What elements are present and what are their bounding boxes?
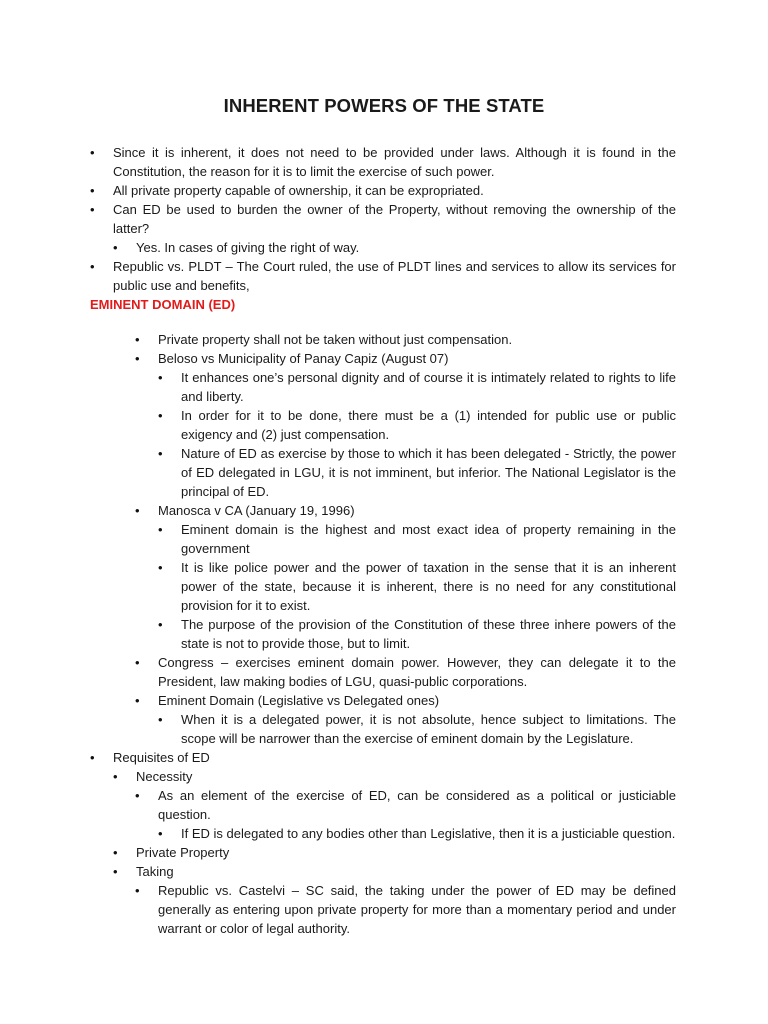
list-item: • Private Property xyxy=(136,843,676,862)
list-item: • In order for it to be done, there must be a (1) intended for public use or public exigency and (2) just compensation. xyxy=(181,406,676,444)
list-item: • As an element of the exercise of ED, can be considered as a political or justiciable question. xyxy=(158,786,676,824)
list-item: • Requisites of ED xyxy=(113,748,676,767)
ed-bullet-list xyxy=(0,330,768,748)
document-title: INHERENT POWERS OF THE STATE xyxy=(223,95,545,116)
list-item: • Beloso vs Municipality of Panay Capiz (August 07) xyxy=(158,349,676,368)
list-item: • All private property capable of ownership, it can be expropriated. xyxy=(113,181,676,200)
list-item: • Manosca v CA (January 19, 1996) xyxy=(158,501,676,520)
list-item: • Private property shall not be taken without just compensation. xyxy=(158,330,676,349)
list-item: • The purpose of the provision of the Constitution of these three inhere powers of the state is not to provide those, but to limit. xyxy=(181,615,676,653)
list-item: • It is like police power and the power of taxation in the sense that it is an inherent power of the state, because it is inherent, there is no need for any constitutional provision for it to exist. xyxy=(181,558,676,615)
list-item: • When it is a delegated power, it is not absolute, hence subject to limitations. The scope will be narrower than the exercise of eminent domain by the Legislature. xyxy=(181,710,676,748)
list-item: • Yes. In cases of giving the right of way. xyxy=(136,238,676,257)
list-item: • Can ED be used to burden the owner of the Property, without removing the ownership of the latter? xyxy=(113,200,676,238)
list-item: • Eminent domain is the highest and most exact idea of property remaining in the government xyxy=(181,520,676,558)
list-item: • It enhances one’s personal dignity and of course it is intimately related to rights to life and liberty. xyxy=(181,368,676,406)
list-item: • Eminent Domain (Legislative vs Delegated ones) xyxy=(158,691,676,710)
list-item: • Nature of ED as exercise by those to which it has been delegated - Strictly, the power of ED delegated in LGU, it is not imminent, but inferior. The National Legislator is the principal of ED. xyxy=(181,444,676,501)
list-item: • Since it is inherent, it does not need to be provided under laws. Although it is found in the Constitution, the reason for it is to limit the exercise of such power. xyxy=(113,143,676,181)
list-item: • Congress – exercises eminent domain power. However, they can delegate it to the President, law making bodies of LGU, quasi-public corporations. xyxy=(158,653,676,691)
list-item: • If ED is delegated to any bodies other than Legislative, then it is a justiciable question. xyxy=(181,824,676,843)
list-item: • Republic vs. PLDT – The Court ruled, the use of PLDT lines and services to allow its services for public use and benefits, xyxy=(113,257,676,295)
list-item: • Republic vs. Castelvi – SC said, the taking under the power of ED may be defined generally as entering upon private property for more than a momentary period and under warrant or color of legal authority. xyxy=(158,881,676,938)
list-item: • Necessity xyxy=(136,767,676,786)
intro-bullet-list xyxy=(0,143,768,295)
list-item: • Taking xyxy=(136,862,676,881)
requisites-bullet-list xyxy=(0,748,768,938)
section-heading: EMINENT DOMAIN (ED) xyxy=(90,297,236,312)
